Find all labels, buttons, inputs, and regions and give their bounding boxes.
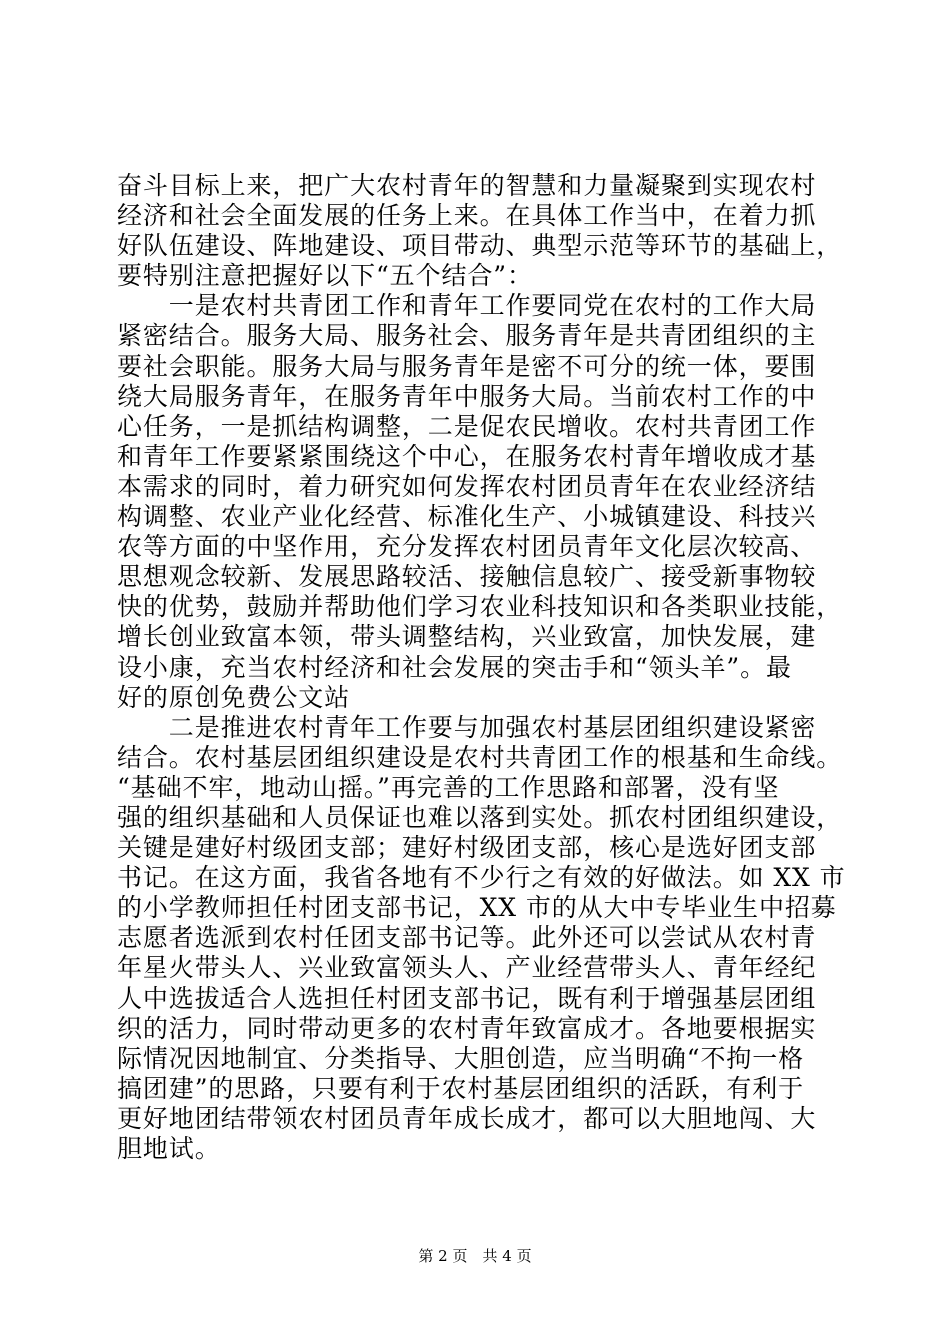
text-line: “基础不牢，地动山摇。”再完善的工作思路和部署，没有坚 [117,772,780,802]
text-line: 增长创业致富本领，带头调整结构，兴业致富，加快发展，建 [117,622,817,652]
text-line: 志愿者选派到农村任团支部书记等。此外还可以尝试从农村青 [117,923,817,953]
text-line: 紧密结合。服务大局、服务社会、服务青年是共青团组织的主 [117,321,817,351]
text-line: 心任务，一是抓结构调整，二是促农民增收。农村共青团工作 [117,411,817,441]
text-line: 快的优势，鼓励并帮助他们学习农业科技知识和各类职业技能， [117,592,843,622]
text-line: 书记。在这方面，我省各地有不少行之有效的好做法。如 XX 市 [117,863,846,893]
text-line: 织的活力，同时带动更多的农村青年致富成才。各地要根据实 [117,1013,817,1043]
text-line: 胆地试。 [117,1134,221,1163]
text-line: 际情况因地制宜、分类指导、大胆创造，应当明确“不拘一格 [117,1043,805,1073]
text-line: 本需求的同时，着力研究如何发挥农村团员青年在农业经济结 [117,471,817,501]
text-line: 的小学教师担任村团支部书记，XX 市的从大中专毕业生中招募 [117,893,837,923]
text-line: 要特别注意把握好以下“五个结合”： [117,261,533,291]
text-line: 一是农村共青团工作和青年工作要同党在农村的工作大局 [117,291,817,321]
text-line: 构调整、农业产业化经营、标准化生产、小城镇建设、科技兴 [117,502,817,532]
text-line: 设小康，充当农村经济和社会发展的突击手和“领头羊”。最 [117,652,792,682]
text-line: 要社会职能。服务大局与服务青年是密不可分的统一体，要围 [117,351,817,381]
text-line: 好队伍建设、阵地建设、项目带动、典型示范等环节的基础上， [117,231,843,261]
text-line: 绕大局服务青年，在服务青年中服务大局。当前农村工作的中 [117,381,817,411]
text-line: 好的原创免费公文站 [117,682,351,712]
text-line: 关键是建好村级团支部；建好村级团支部，核心是选好团支部 [117,833,817,863]
text-line: 强的组织基础和人员保证也难以落到实处。抓农村团组织建设， [117,802,843,832]
text-line: 年星火带头人、兴业致富领头人、产业经营带头人、青年经纪 [117,953,817,983]
page-number-footer: 第 2 页 共 4 页 [418,1247,532,1265]
document-body [117,171,846,1164]
text-line: 搞团建”的思路，只要有利于农村基层团组织的活跃，有利于 [117,1073,805,1103]
text-line: 思想观念较新、发展思路较活、接触信息较广、接受新事物较 [117,562,817,592]
text-line: 二是推进农村青年工作要与加强农村基层团组织建设紧密 [117,712,817,742]
text-line: 经济和社会全面发展的任务上来。在具体工作当中，在着力抓 [117,201,817,231]
text-line: 农等方面的中坚作用，充分发挥农村团员青年文化层次较高、 [117,532,817,562]
text-line: 结合。农村基层团组织建设是农村共青团工作的根基和生命线。 [117,742,843,772]
text-line: 更好地团结带领农村团员青年成长成才，都可以大胆地闯、大 [117,1103,817,1133]
text-line: 人中选拔适合人选担任村团支部书记，既有利于增强基层团组 [117,983,817,1013]
text-line: 和青年工作要紧紧围绕这个中心，在服务农村青年增收成才基 [117,441,817,471]
text-line: 奋斗目标上来，把广大农村青年的智慧和力量凝聚到实现农村 [117,171,817,200]
